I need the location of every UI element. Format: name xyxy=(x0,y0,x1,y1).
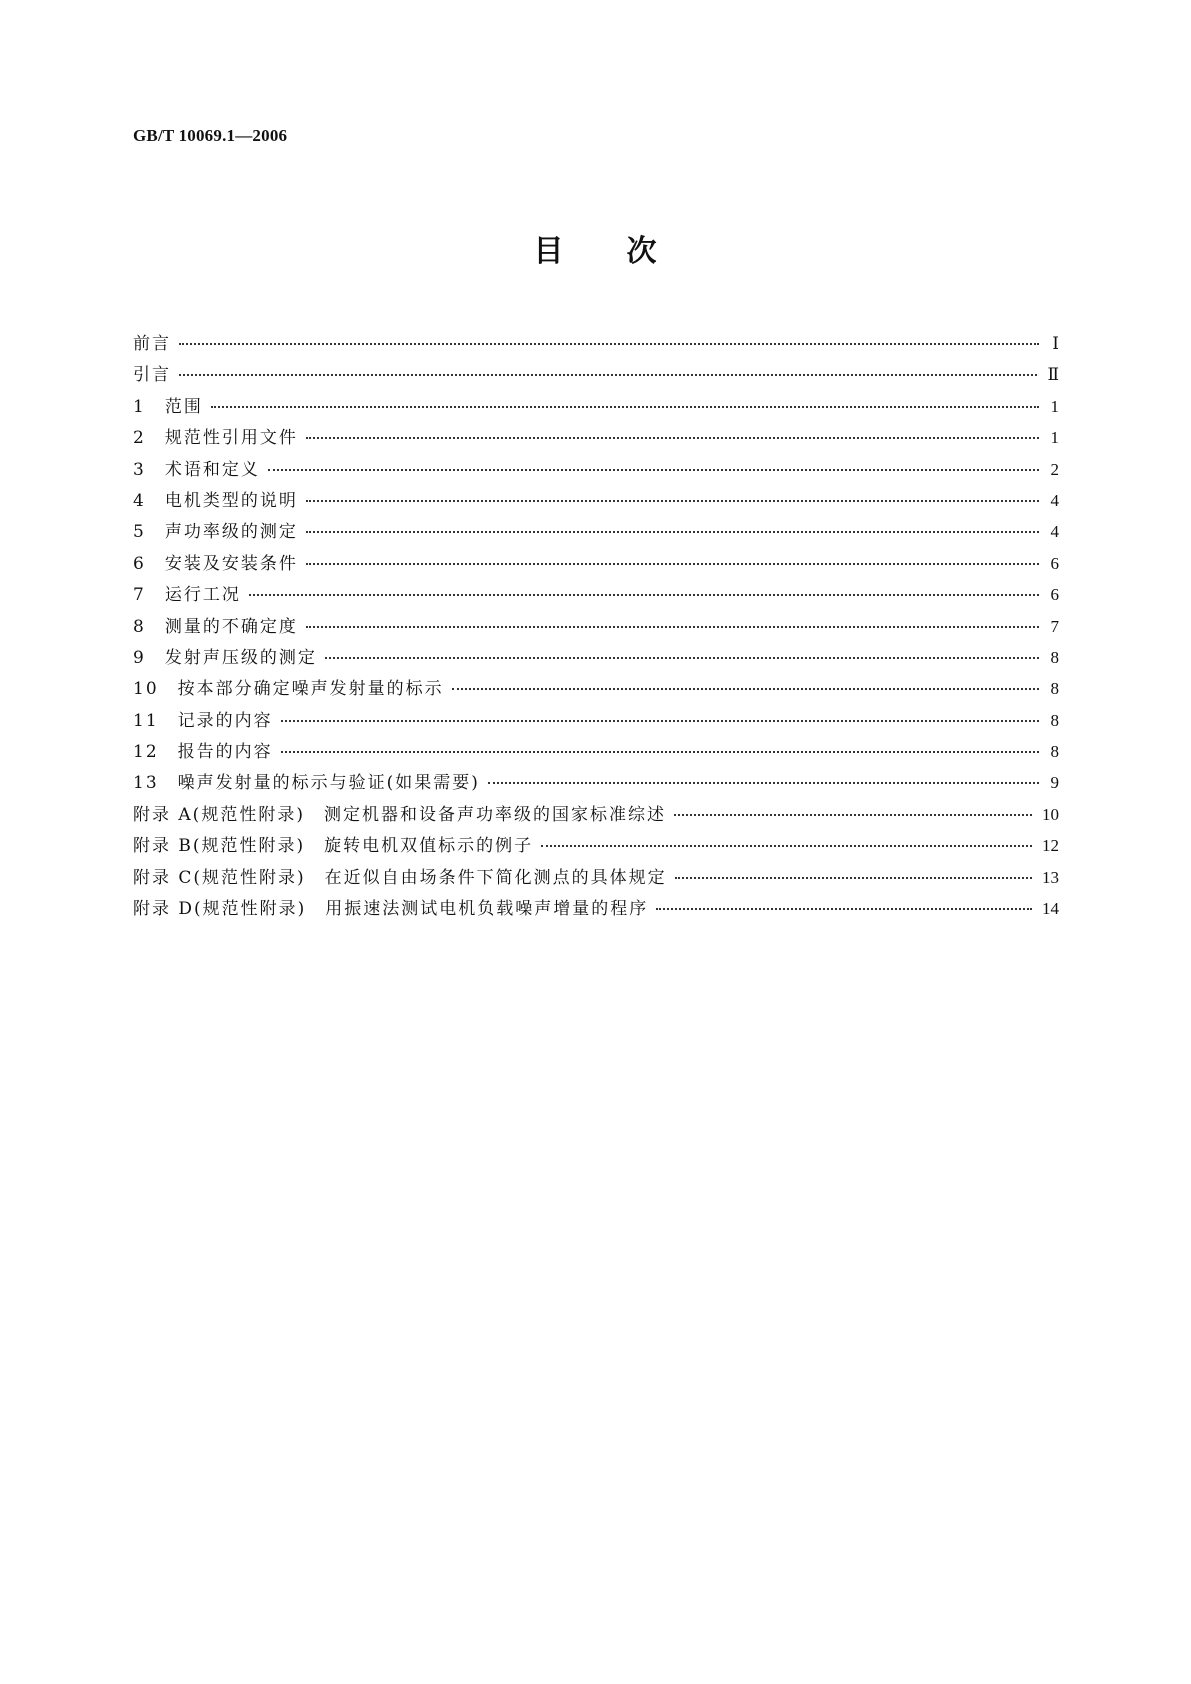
toc-entry-text: 附录 A(规范性附录) 测定机器和设备声功率级的国家标准综述 xyxy=(133,804,666,825)
toc-entry-page: 14 xyxy=(1042,899,1059,919)
toc-entry[interactable] xyxy=(133,454,1059,485)
toc-entry-page: 6 xyxy=(1050,553,1059,573)
toc-entry-text: 10 按本部分确定噪声发射量的标示 xyxy=(133,679,444,700)
toc-entry-text: 3 术语和定义 xyxy=(133,459,260,480)
toc-entry-text: 11 记录的内容 xyxy=(133,710,273,731)
toc-entry[interactable] xyxy=(133,579,1059,610)
dot-leader xyxy=(675,876,1032,879)
dot-leader xyxy=(674,813,1032,816)
dot-leader xyxy=(179,373,1037,376)
toc-entry-page: 8 xyxy=(1050,647,1059,667)
table-of-contents xyxy=(133,328,1059,924)
toc-entry-page: 6 xyxy=(1050,585,1059,605)
dot-leader xyxy=(541,844,1032,847)
dot-leader xyxy=(306,530,1039,533)
toc-entry-text: 附录 B(规范性附录) 旋转电机双值标示的例子 xyxy=(133,836,534,857)
toc-entry-page: 8 xyxy=(1050,679,1059,699)
toc-entry-page: 12 xyxy=(1042,836,1059,856)
toc-entry[interactable] xyxy=(133,799,1059,830)
toc-entry-text: 附录 D(规范性附录) 用振速法测试电机负载噪声增量的程序 xyxy=(133,899,649,920)
toc-entry-text: 12 报告的内容 xyxy=(133,742,273,763)
toc-entry[interactable] xyxy=(133,391,1059,422)
toc-entry[interactable] xyxy=(133,359,1059,390)
dot-leader xyxy=(306,499,1039,502)
toc-entry[interactable] xyxy=(133,736,1059,767)
toc-entry[interactable] xyxy=(133,673,1059,704)
toc-entry-page: 1 xyxy=(1050,396,1059,416)
toc-entry-text: 前言 xyxy=(133,334,171,354)
toc-entry-text: 9 发射声压级的测定 xyxy=(133,647,317,668)
toc-entry-page: 8 xyxy=(1050,710,1059,730)
toc-entry-text: 13 噪声发射量的标示与验证(如果需要) xyxy=(133,773,480,794)
dot-leader xyxy=(211,405,1039,408)
toc-entry[interactable] xyxy=(133,830,1059,861)
toc-entry-text: 2 规范性引用文件 xyxy=(133,428,298,449)
toc-entry[interactable] xyxy=(133,862,1059,893)
toc-entry[interactable] xyxy=(133,642,1059,673)
toc-entry[interactable] xyxy=(133,611,1059,642)
toc-entry-page: 4 xyxy=(1050,522,1059,542)
toc-entry-page: 4 xyxy=(1050,490,1059,510)
dot-leader xyxy=(281,750,1039,753)
dot-leader xyxy=(281,719,1039,722)
dot-leader xyxy=(452,687,1039,690)
toc-entry-text: 5 声功率级的测定 xyxy=(133,522,298,543)
toc-entry-page: 8 xyxy=(1050,742,1059,762)
dot-leader xyxy=(656,907,1032,910)
toc-entry-page: 2 xyxy=(1050,459,1059,479)
toc-entry[interactable] xyxy=(133,485,1059,516)
toc-entry-page: 13 xyxy=(1042,867,1059,887)
toc-entry[interactable] xyxy=(133,328,1059,359)
toc-entry-text: 附录 C(规范性附录) 在近似自由场条件下简化测点的具体规定 xyxy=(133,867,667,888)
dot-leader xyxy=(268,468,1039,471)
toc-entry-page: 9 xyxy=(1050,773,1059,793)
dot-leader xyxy=(325,656,1039,659)
toc-entry-text: 4 电机类型的说明 xyxy=(133,490,298,511)
toc-entry-text: 8 测量的不确定度 xyxy=(133,616,298,637)
toc-entry-page: 1 xyxy=(1050,428,1059,448)
toc-entry-text: 6 安装及安装条件 xyxy=(133,553,298,574)
toc-entry[interactable] xyxy=(133,422,1059,453)
dot-leader xyxy=(488,781,1039,784)
toc-entry-page: Ⅱ xyxy=(1047,365,1059,385)
dot-leader xyxy=(249,593,1039,596)
toc-entry-text: 1 范围 xyxy=(133,396,203,417)
dot-leader xyxy=(306,562,1039,565)
dot-leader xyxy=(306,436,1039,439)
toc-entry[interactable] xyxy=(133,767,1059,798)
toc-entry[interactable] xyxy=(133,548,1059,579)
toc-entry-page: Ⅰ xyxy=(1052,334,1059,353)
toc-entry[interactable] xyxy=(133,705,1059,736)
toc-entry-text: 引言 xyxy=(133,365,171,386)
standard-code: GB/T 10069.1—2006 xyxy=(133,126,288,145)
toc-title: 目 次 xyxy=(533,234,658,269)
dot-leader xyxy=(179,342,1039,345)
toc-entry[interactable] xyxy=(133,893,1059,924)
toc-entry-page: 10 xyxy=(1042,804,1059,824)
toc-entry-page: 7 xyxy=(1050,616,1059,636)
toc-entry-text: 7 运行工况 xyxy=(133,585,241,606)
toc-entry[interactable] xyxy=(133,516,1059,547)
dot-leader xyxy=(306,625,1039,628)
